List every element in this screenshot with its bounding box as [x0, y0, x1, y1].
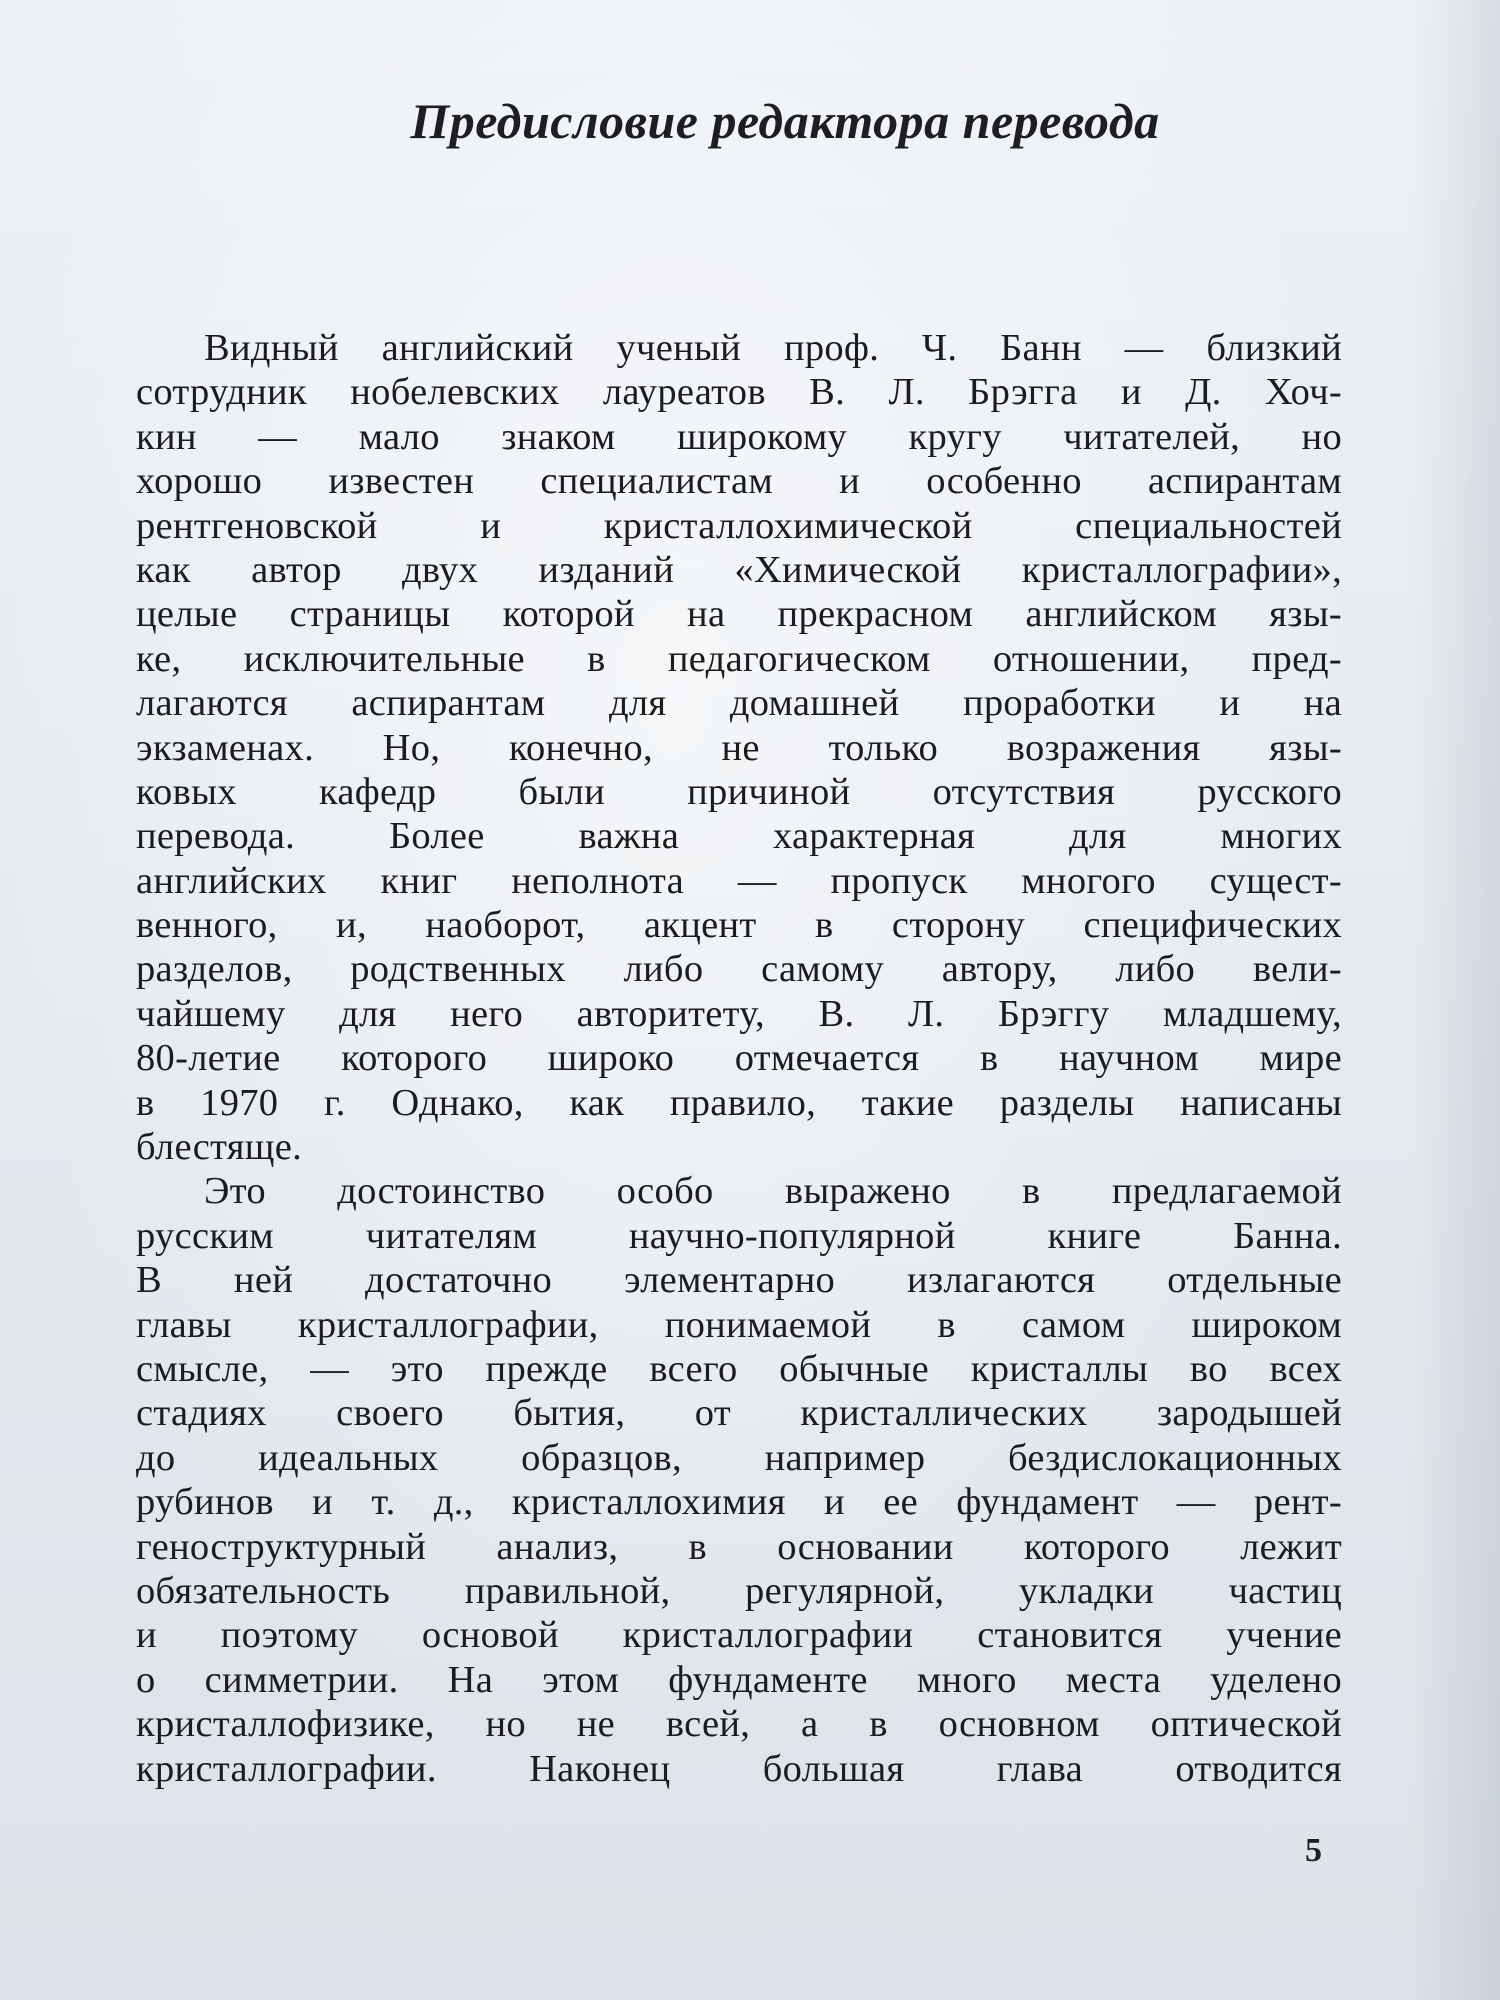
text-line: стадиях своего бытия, от кристаллических зародышей — [136, 1392, 1342, 1435]
page-title: Предисловие редактора перевода — [410, 93, 1160, 149]
text-line: кристаллофизике, но не всей, а в основном оптической — [136, 1703, 1342, 1746]
text-line: рубинов и т. д., кристаллохимия и ее фундамент — рент- — [136, 1481, 1342, 1524]
text-line: русским читателям научно-популярной книге Банна. — [136, 1214, 1342, 1257]
text-line: кин — мало знаком широкому кругу читателей, но — [136, 415, 1342, 458]
page-edge-shadow — [1410, 0, 1500, 2000]
text-line: разделов, родственных либо самому автору, либо вели- — [136, 948, 1342, 991]
text-line: и поэтому основой кристаллографии становится учение — [136, 1614, 1342, 1657]
text-line: кристаллографии. Наконец большая глава отводится — [136, 1747, 1342, 1790]
body-text — [136, 326, 1342, 1791]
text-line: 80-летие которого широко отмечается в научном мире — [136, 1037, 1342, 1080]
text-line: геноструктурный анализ, в основании которого лежит — [136, 1525, 1342, 1568]
text-line: блестяще. — [136, 1126, 303, 1169]
text-line: ке, исключительные в педагогическом отношении, пред- — [136, 637, 1342, 680]
text-line: главы кристаллографии, понимаемой в самом широком — [136, 1303, 1342, 1346]
text-line: венного, и, наоборот, акцент в сторону специфических — [136, 904, 1342, 947]
text-line: Видный английский ученый проф. Ч. Банн — близкий — [204, 327, 1342, 369]
text-line: ковых кафедр были причиной отсутствия русского — [136, 770, 1342, 813]
text-line: рентгеновской и кристаллохимической специальностей — [136, 504, 1342, 547]
page-number: 5 — [1305, 1832, 1322, 1869]
text-line: чайшему для него авторитету, В. Л. Брэггу младшему, — [136, 992, 1342, 1035]
text-line: В ней достаточно элементарно излагаются отдельные — [136, 1259, 1342, 1302]
text-line: Это достоинство особо выражено в предлагаемой — [204, 1170, 1342, 1213]
text-line: до идеальных образцов, например бездислокационных — [136, 1436, 1342, 1479]
text-line: о симметрии. На этом фундаменте много места уделено — [136, 1658, 1342, 1701]
text-line: смысле, — это прежде всего обычные кристаллы во всех — [136, 1347, 1342, 1390]
text-line: обязательность правильной, регулярной, укладки частиц — [136, 1569, 1342, 1612]
text-line: сотрудник нобелевских лауреатов В. Л. Брэгга и Д. Хоч- — [136, 371, 1342, 414]
text-line: экзаменах. Но, конечно, не только возражения язы- — [136, 726, 1342, 769]
text-line: в 1970 г. Однако, как правило, такие разделы написаны — [136, 1081, 1342, 1124]
text-line: английских книг неполнота — пропуск многого сущест- — [136, 859, 1342, 902]
text-line: лагаются аспирантам для домашней проработки и на — [136, 682, 1342, 725]
text-line: перевода. Более важна характерная для многих — [136, 815, 1342, 858]
text-line: целые страницы которой на прекрасном английском язы- — [136, 593, 1342, 636]
text-line: как автор двух изданий «Химической кристаллографии», — [136, 548, 1342, 591]
text-line: хорошо известен специалистам и особенно аспирантам — [136, 460, 1342, 503]
